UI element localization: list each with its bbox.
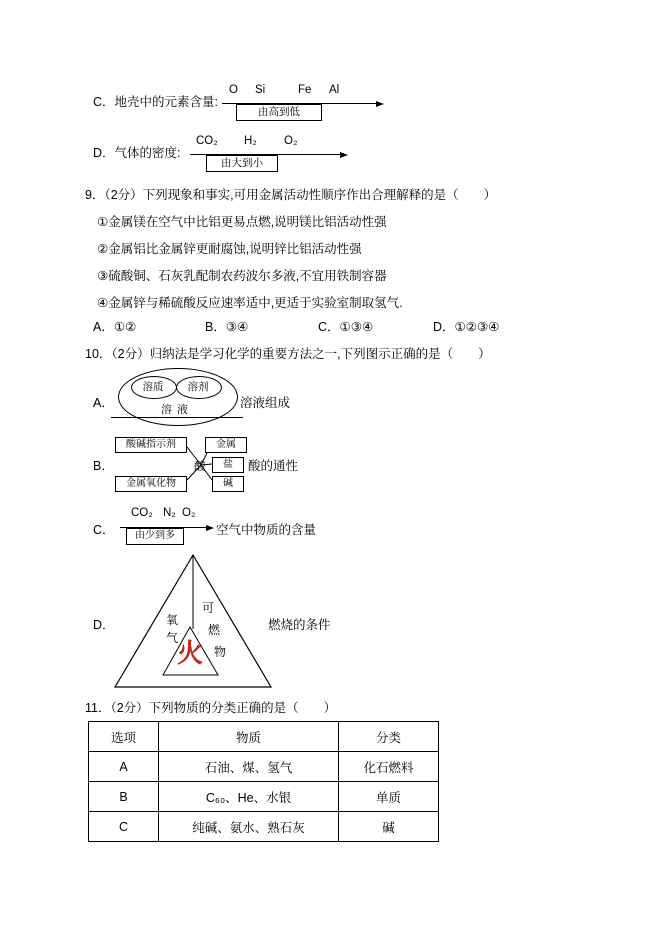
classification-table — [88, 721, 439, 842]
combustible-char-1: 可 — [202, 601, 215, 615]
table-row — [89, 812, 439, 842]
element-symbol: Fe — [298, 84, 312, 96]
col-header-category: 分类 — [339, 722, 439, 752]
cell-substance: 纯碱、氨水、熟石灰 — [159, 812, 339, 842]
q9-statement-2: ②金属铝比金属锌更耐腐蚀,说明锌比铝活动性强 — [97, 242, 362, 256]
col-header-substance: 物质 — [159, 722, 339, 752]
cell-option: A — [89, 752, 159, 782]
cell-category: 单质 — [339, 782, 439, 812]
q9-choice-c: C．①③④ — [318, 320, 374, 334]
q10-option-b-caption: 酸的通性 — [248, 459, 299, 473]
table-row — [89, 752, 439, 782]
indicator-box: 酸碱指示剂 — [115, 437, 187, 453]
q10-option-d-label: D． — [93, 618, 115, 632]
question-9-stem: 9．（2分）下列现象和事实,可用金属活动性顺序作出合理解释的是（ ） — [85, 188, 497, 202]
element-symbol: Al — [329, 84, 340, 96]
q9-statement-4: ④金属锌与稀硫酸反应速率适中,更适于实验室制取氢气. — [97, 296, 403, 310]
gas-formula: O₂ — [182, 507, 196, 519]
q10-option-b-label: B． — [93, 459, 114, 473]
table-header-row — [89, 722, 439, 752]
col-header-option: 选项 — [89, 722, 159, 752]
gas-formula: N₂ — [163, 507, 176, 519]
solvent-label: 溶剂 — [187, 381, 209, 393]
metal-box: 金属 — [205, 437, 247, 453]
q10-option-c-label: C． — [93, 523, 115, 537]
q10-option-a-caption: 溶液组成 — [240, 396, 291, 410]
q10-option-c-caption: 空气中物质的含量 — [216, 523, 317, 537]
gas-formula: CO₂ — [196, 135, 218, 147]
q9-statement-1: ①金属镁在空气中比铝更易点燃,说明镁比铝活动性强 — [97, 215, 387, 229]
cell-option: C — [89, 812, 159, 842]
combustible-char-2: 燃 — [208, 623, 221, 637]
solute-label: 溶质 — [142, 381, 164, 393]
arrow-caption-box: 由高到低 — [236, 104, 322, 121]
q9-choice-d: D．①②③④ — [433, 320, 500, 334]
q10-option-d-caption: 燃烧的条件 — [268, 618, 331, 632]
combustible-char-3: 物 — [214, 645, 227, 659]
gas-formula: CO₂ — [131, 507, 153, 519]
cell-category: 化石燃料 — [339, 752, 439, 782]
question-11-stem: 11．（2分）下列物质的分类正确的是（ ） — [85, 701, 337, 715]
salt-box: 盐 — [212, 457, 244, 473]
triangle-graphic — [112, 553, 276, 691]
cell-category: 碱 — [339, 812, 439, 842]
combustion-triangle-diagram — [112, 553, 276, 691]
gas-formula: H₂ — [244, 135, 257, 147]
cell-substance: 石油、煤、氢气 — [159, 752, 339, 782]
solution-composition-diagram — [116, 367, 244, 429]
metal-oxide-box: 金属氧化物 — [115, 476, 187, 492]
air-composition-diagram — [120, 507, 220, 549]
acid-label: 酸 — [194, 461, 206, 473]
element-symbol: Si — [255, 84, 266, 96]
fire-character: 火 — [177, 639, 204, 668]
arrow-caption-box: 由少到多 — [126, 528, 184, 545]
cell-option: B — [89, 782, 159, 812]
solution-label: 溶液 — [161, 404, 193, 416]
q9-choice-b: B．③④ — [205, 320, 249, 334]
cell-substance: C₆₀、He、水银 — [159, 782, 339, 812]
table-row — [89, 782, 439, 812]
base-box: 碱 — [212, 476, 244, 492]
gas-density-diagram — [190, 135, 355, 177]
chord-line — [111, 417, 243, 418]
oxygen-char-1: 氧 — [166, 613, 179, 627]
element-symbol: O — [229, 84, 238, 96]
question-10-stem: 10．（2分）归纳法是学习化学的重要方法之一,下列图示正确的是（ ） — [85, 347, 491, 361]
element-abundance-diagram — [222, 84, 392, 126]
prev-question-option-c-label: C．地壳中的元素含量: — [93, 95, 219, 109]
acid-properties-diagram — [115, 435, 247, 493]
q9-choice-a: A．①② — [93, 320, 137, 334]
q10-option-a-label: A． — [93, 396, 114, 410]
gas-formula: O₂ — [284, 135, 298, 147]
oxygen-char-2: 气 — [166, 631, 179, 645]
prev-question-option-d-label: D．气体的密度: — [93, 146, 181, 160]
q9-statement-3: ③硫酸铜、石灰乳配制农药波尔多液,不宜用铁制容器 — [97, 269, 387, 283]
arrow-caption-box: 由大到小 — [206, 155, 278, 172]
